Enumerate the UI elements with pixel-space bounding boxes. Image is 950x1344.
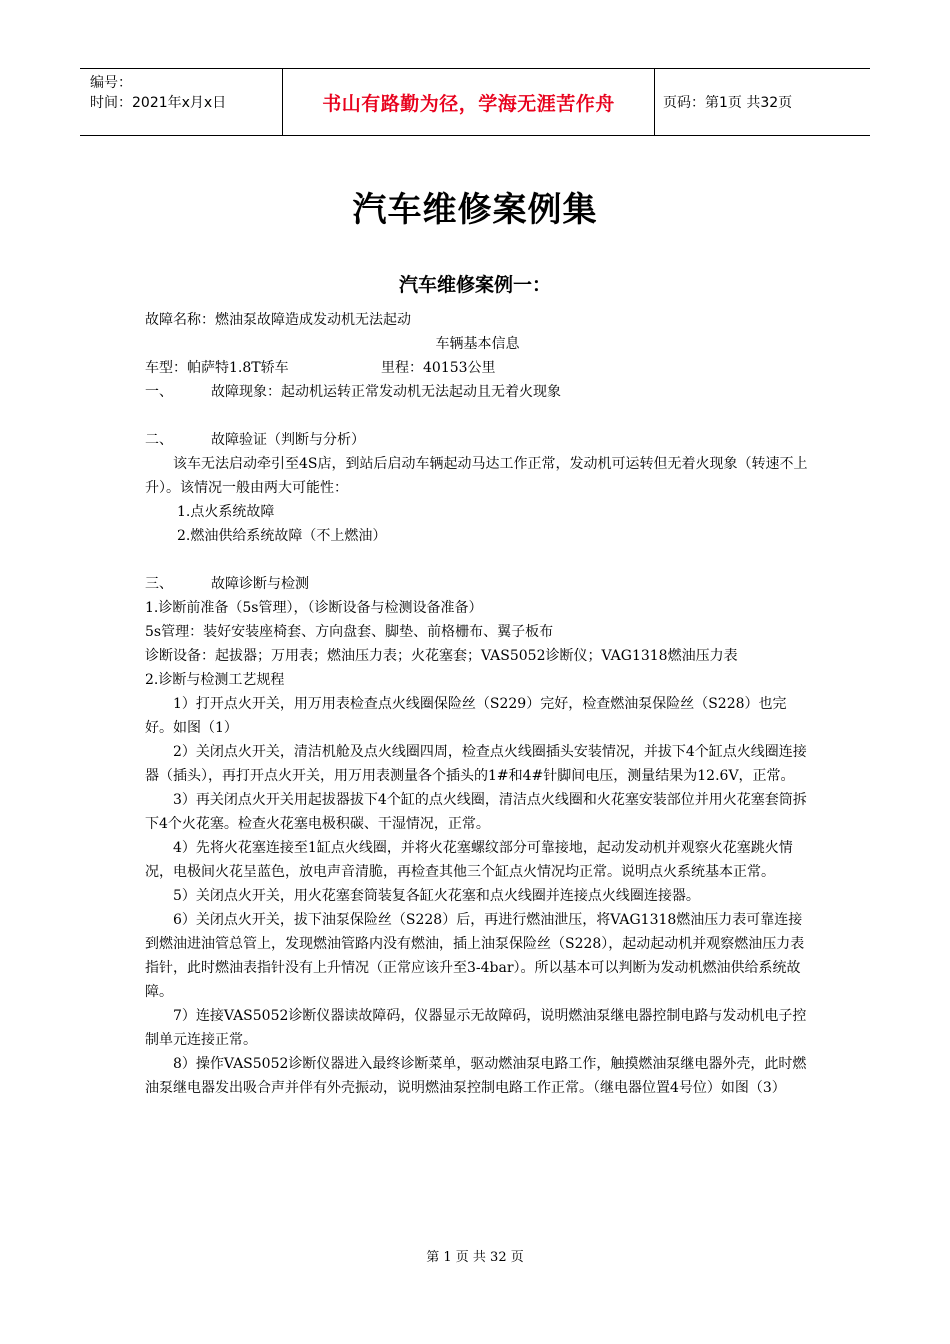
possibility-2: 2.燃油供给系统故障（不上燃油）: [177, 528, 387, 544]
document-title: 汽车维修案例集: [352, 190, 598, 230]
step-3: 3）再关闭点火开关用起拔器拔下4个缸的点火线圈，清洁点火线圈和火花塞安装部位并用火花塞套筒拆下4个火花塞。检查火花塞电极积碳、干湿情况，正常。: [145, 792, 807, 832]
possibility-1: 1.点火系统故障: [177, 504, 275, 520]
step-6: 6）关闭点火开关，拔下油泵保险丝（S228）后，再进行燃油泄压，将VAG1318燃油压力表可靠连接到燃油进油管总管上，发现燃油管路内没有燃油，插上油泵保险丝（S228），起动起动机并观察燃油压力表指针，此时燃油表指针没有上升情况（正常应该升至3-4bar）。所以基本可以判断为发动机燃油供给系统故障。: [145, 912, 805, 1000]
step-4: 4）先将火花塞连接至1缸点火线圈，并将火花塞螺纹部分可靠接地，起动发动机并观察火花塞跳火情况，电极间火花呈蓝色，放电声音清脆，再检查其他三个缸点火情况均正常。说明点火系统基本正常。: [145, 840, 793, 880]
step-2: 2）关闭点火开关，清洁机舱及点火线圈四周，检查点火线圈插头安装情况，并拔下4个缸点火线圈连接器（插头），再打开点火开关，用万用表测量各个插头的1#和4#针脚间电压，测量结果为12.6V，正常。: [145, 744, 807, 784]
serial-label: 编号：: [90, 75, 132, 91]
diagnosis-preparation: 1.诊断前准备（5s管理），（诊断设备与检测设备准备）: [145, 600, 483, 616]
section-2-text: 故障验证（判断与分析）: [211, 432, 365, 448]
step-1: 1）打开点火开关，用万用表检查点火线圈保险丝（S229）完好，检查燃油泵保险丝（S228）也完好。如图（1）: [145, 696, 787, 736]
page-header: [80, 68, 870, 136]
section-1-number: 一、: [145, 384, 173, 400]
document-body: [145, 308, 810, 1100]
header-left: [90, 73, 280, 113]
section-1-text: 故障现象：起动机运转正常发动机无法起动且无着火现象: [211, 384, 561, 400]
header-motto: 书山有路勤为径，学海无涯苦作舟: [282, 68, 655, 136]
section-1-heading: [145, 380, 810, 404]
mileage: 里程：40153公里: [381, 360, 496, 376]
step-5: 5）关闭点火开关，用火花塞套筒装复各缸火花塞和点火线圈并连接点火线圈连接器。: [173, 888, 700, 904]
car-model: 车型：帕萨特1.8T轿车: [145, 360, 289, 376]
section-3-number: 三、: [145, 576, 173, 592]
step-8: 8）操作VAS5052诊断仪器进入最终诊断菜单，驱动燃油泵电路工作，触摸燃油泵继电器外壳，此时燃油泵继电器发出吸合声并伴有外壳振动，说明燃油泵控制电路工作正常。（继电器位置4号位）如图（3）: [145, 1056, 807, 1096]
time-label: 时间：2021年x月x日: [90, 95, 227, 111]
section-2-paragraph: 该车无法启动牵引至4S店，到站后启动车辆起动马达工作正常，发动机可运转但无着火现象（转速不上升）。该情况一般由两大可能性：: [145, 456, 808, 496]
header-page-info: 页码：第1页 共32页: [663, 95, 793, 111]
section-2-heading: [145, 428, 810, 452]
step-7: 7）连接VAS5052诊断仪器读故障码，仪器显示无故障码，说明燃油泵继电器控制电路与发动机电子控制单元连接正常。: [145, 1008, 807, 1048]
page-footer: 第 1 页 共 32 页: [426, 1250, 524, 1265]
case-title: 汽车维修案例一：: [398, 274, 551, 296]
section-3-text: 故障诊断与检测: [211, 576, 309, 592]
vehicle-info-heading: 车辆基本信息: [435, 336, 520, 352]
vehicle-info: [145, 356, 810, 380]
section-2-number: 二、: [145, 432, 173, 448]
diagnostic-equipment: 诊断设备：起拔器；万用表；燃油压力表；火花塞套；VAS5052诊断仪；VAG1318燃油压力表: [145, 648, 738, 664]
section-3-heading: [145, 572, 810, 596]
procedure-heading: 2.诊断与检测工艺规程: [145, 672, 285, 688]
five-s-management: 5s管理：装好安装座椅套、方向盘套、脚垫、前格栅布、翼子板布: [145, 624, 554, 640]
fault-name: 故障名称：燃油泵故障造成发动机无法起动: [145, 312, 411, 328]
